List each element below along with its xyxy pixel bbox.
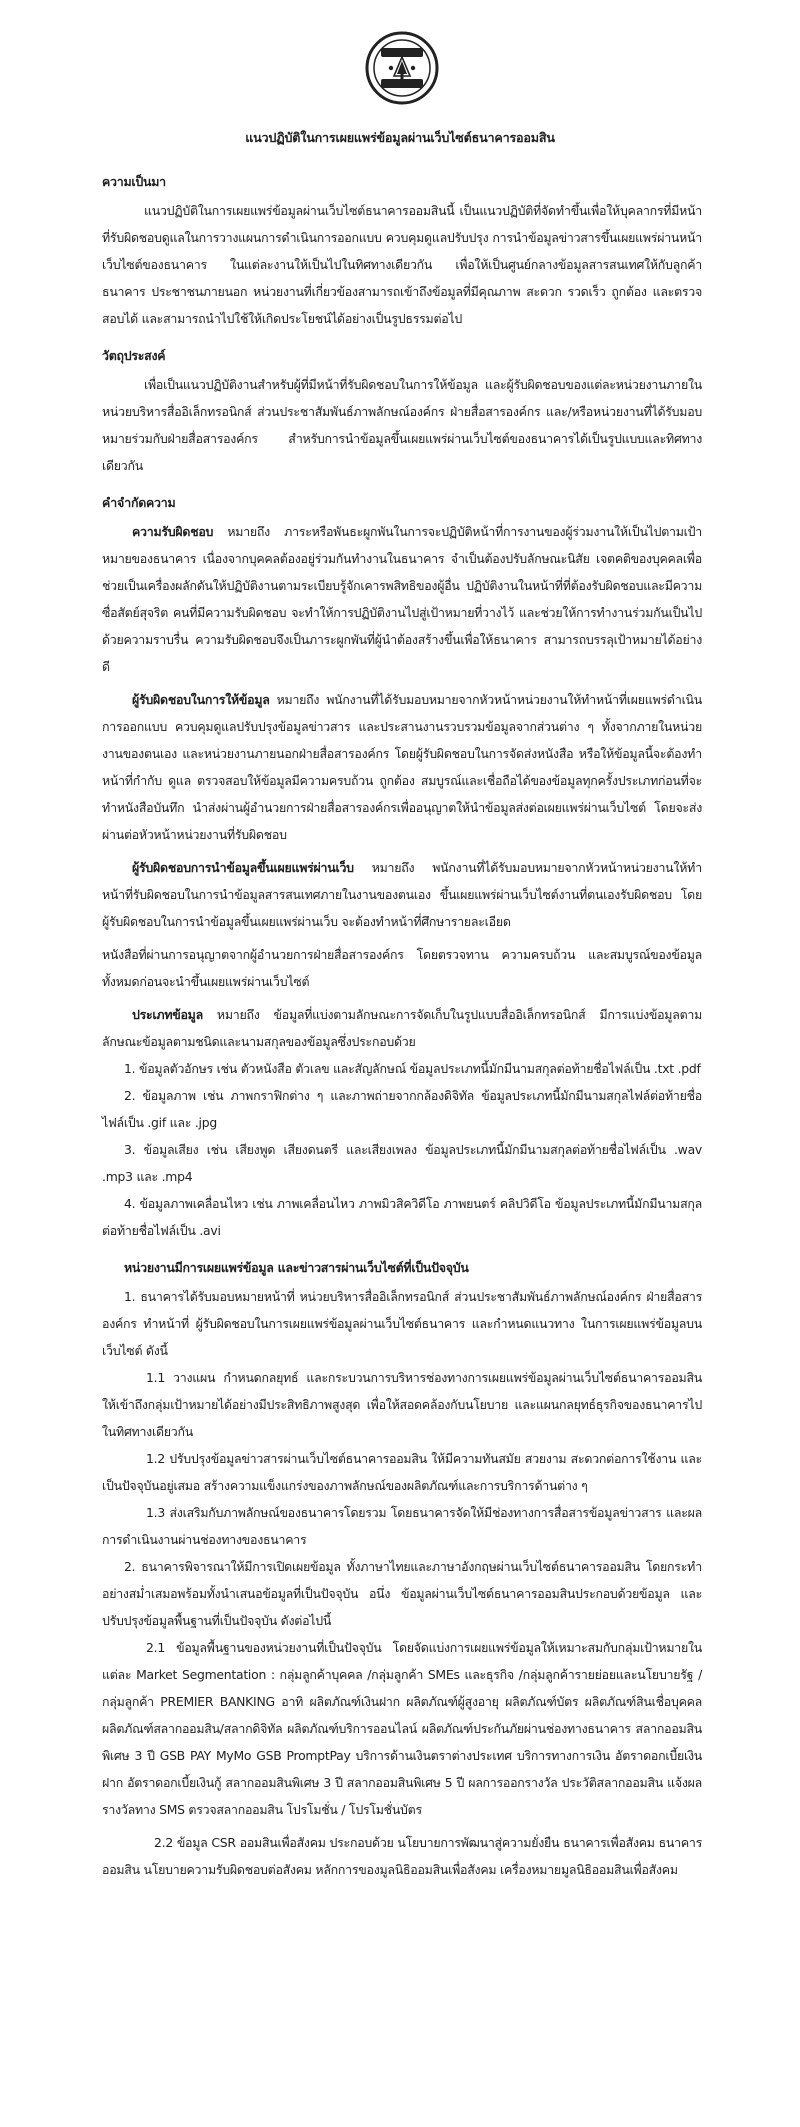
page-title: แนวปฏิบัติในการเผยแพร่ข้อมูลผ่านเว็บไซต์ธนาคารออมสิน (245, 130, 555, 145)
paragraph-item-2-2: 2.2 ข้อมูล CSR ออมสินเพื่อสังคม ประกอบด้วย นโยบายการพัฒนาสู่ความยั่งยืน ธนาคารเพื่อสังคม ธนาคารออมสิน นโยบายความรับผิดชอบต่อสังคม หลักการของมูลนิธิออมสินเพื่อสังคม เครื่องหมายมูลนิธิออมสินเพื่อสังคม (102, 1835, 702, 1877)
definition-text: หมายถึง พนักงานที่ได้รับมอบหมายจากหัวหน้าหน่วยงานให้ทำหน้าที่เผยแพร่ดำเนินการออกแบบ ควบคุมดูแลปรับปรุงข้อมูลข่าวสาร และประสานงานรวบรวมข้อมูลจากส่วนต่าง ๆ ทั้งจากภายในหน่วยงานของตนเอง และหน่วยงานภายนอกฝ่ายสื่อสารองค์กร โดยผู้รับผิดชอบในการจัดส่งหนังสือ หรือให้ข้อมูลนี้จะต้องทำหน้าที่กำกับ ดูแล ตรวจสอบให้ข้อมูลมีความครบถ้วน ถูกต้อง สมบูรณ์และเชื่อถือได้ของข้อมูลทุกครั้งประเภทก่อนที่จะทำหนังสือบันทึก นำส่งผ่านผู้อำนวยการฝ่ายสื่อสารองค์กรเพื่ออนุญาตให้นำข้อมูลส่งต่อเผยแพร่ผ่านเว็บไซต์ โดยจะส่งผ่านต่อหัวหน้าหน่วยงานที่รับผิดชอบ (102, 692, 702, 842)
definition-text: หมายถึง พนักงานที่ได้รับมอบหมายจากหัวหน้าหน่วยงานให้ทำหน้าที่รับผิดชอบในการนำข้อมูลสารสนเทศภายในงานของตนเอง ขึ้นเผยแพร่ผ่านเว็บไซต์งานที่ตนเองรับผิดชอบ โดยผู้รับผิดชอบในการนำข้อมูลขึ้นเผยแพร่ผ่านเว็บ จะต้องทำหน้าที่ศึกษารายละเอียด (102, 860, 702, 929)
paragraph-item-2-1: 2.1 ข้อมูลพื้นฐานของหน่วยงานที่เป็นปัจจุบัน โดยจัดแบ่งการเผยแพร่ข้อมูลให้เหมาะสมกับกลุ่มเป้าหมายในแต่ละ Market Segmentation : กลุ่มลูกค้าบุคคล /กลุ่มลูกค้า SMEs และธุรกิจ /กลุ่มลูกค้ารายย่อยและนโยบายรัฐ /กลุ่มลูกค้า PREMIER BANKING อาทิ ผลิตภัณฑ์เงินฝาก ผลิตภัณฑ์ผู้สูงอายุ ผลิตภัณฑ์บัตร ผลิตภัณฑ์สินเชื่อบุคคล ผลิตภัณฑ์สลากออมสิน/สลากดิจิทัล ผลิตภัณฑ์บริการออนไลน์ ผลิตภัณฑ์ประกันภัยผ่านช่องทางธนาคาร สลากออมสินพิเศษ 3 ปี GSB PAY MyMo GSB PromptPay บริการด้านเงินตราต่างประเทศ บริการทางการเงิน อัตราดอกเบี้ยเงินฝาก อัตราดอกเบี้ยเงินกู้ สลากออมสินพิเศษ 3 ปี สลากออมสินพิเศษ 5 ปี ผลการออกรางวัล ประวัติสลากออมสิน แจ้งผลรางวัลทาง SMS ตรวจสลากออมสิน โปรโมชั่น / โปรโมชั่นบัตร (102, 1640, 702, 1817)
paragraph-item-2: 2. ธนาคารพิจารณาให้มีการเปิดเผยข้อมูล ทั้งภาษาไทยและภาษาอังกฤษผ่านเว็บไซต์ธนาคารออมสิน โดยกระทำอย่างสม่ำเสมอพร้อมทั้งนำเสนอข้อมูลที่เป็นปัจจุบัน อนึ่ง ข้อมูลผ่านเว็บไซต์ธนาคารออมสินประกอบด้วยข้อมูล และปรับปรุงข้อมูลพื้นฐานที่เป็นปัจจุบัน ดังต่อไปนี้ (102, 1559, 702, 1628)
list-item: 3. ข้อมูลเสียง เช่น เสียงพูด เสียงดนตรี และเสียงเพลง ข้อมูลประเภทนี้มักมีนามสกุลต่อท้ายชื่อไฟล์เป็น .wav .mp3 และ .mp4 (102, 1142, 702, 1184)
document-body (102, 160, 702, 1883)
definition-responsibility (102, 518, 702, 680)
definition-web-publisher (102, 854, 702, 935)
paragraph-item-1: 1. ธนาคารได้รับมอบหมายหน้าที่ หน่วยบริหารสื่ออิเล็กทรอนิกส์ ส่วนประชาสัมพันธ์ภาพลักษณ์องค์กร ฝ่ายสื่อสารองค์กร ทำหน้าที่ ผู้รับผิดชอบในการเผยแพร่ข้อมูลผ่านเว็บไซต์ธนาคาร และกำหนดแนวทาง ในการเผยแพร่ข้อมูลบนเว็บไซต์ ดังนี้ (102, 1289, 702, 1358)
section-heading-current-info: หน่วยงานมีการเผยแพร่ข้อมูล และข่าวสารผ่านเว็บไซต์ที่เป็นปัจจุบัน (124, 1260, 469, 1275)
definition-text: หมายถึง ข้อมูลที่แบ่งตามลักษณะการจัดเก็บในรูปแบบสื่ออิเล็กทรอนิกส์ มีการแบ่งข้อมูลตามลักษณะข้อมูลตามชนิดและนามสกุลของข้อมูลซึ่งประกอบด้วย (102, 1007, 702, 1049)
list-item: 1. ข้อมูลตัวอักษร เช่น ตัวหนังสือ ตัวเลข และสัญลักษณ์ ข้อมูลประเภทนี้มักมีนามสกุลต่อท้ายชื่อไฟล์เป็น .txt .pdf (124, 1061, 701, 1076)
section-heading-objective: วัตถุประสงค์ (102, 348, 166, 363)
paragraph-background: แนวปฏิบัติในการเผยแพร่ข้อมูลผ่านเว็บไซต์ธนาคารออมสินนี้ เป็นแนวปฏิบัติที่จัดทำขึ้นเพื่อให้บุคลากรที่มีหน้าที่รับผิดชอบดูแลในการวางแผนการดำเนินการออกแบบ ควบคุมดูแลปรับปรุง การนำข้อมูลข่าวสารขึ้นเผยแพร่ผ่านหน้าเว็บไซต์ของธนาคาร ในแต่ละงานให้เป็นไปในทิศทางเดียวกัน เพื่อให้เป็นศูนย์กลางข้อมูลสารสนเทศให้กับลูกค้าธนาคาร ประชาชนภายนอก หน่วยงานที่เกี่ยวข้องสามารถเข้าถึงข้อมูลที่มีคุณภาพ สะดวก รวดเร็ว ถูกต้อง และตรวจสอบได้ และสามารถนำไปใช้ให้เกิดประโยชน์ได้อย่างเป็นรูปธรรมต่อไป (102, 203, 702, 326)
paragraph-item-1-1: 1.1 วางแผน กำหนดกลยุทธ์ และกระบวนการบริหารช่องทางการเผยแพร่ข้อมูลผ่านเว็บไซต์ธนาคารออมสิน ให้เข้าถึงกลุ่มเป้าหมายได้อย่างมีประสิทธิภาพสูงสุด เพื่อให้สอดคล้องกับนโยบาย และแผนกลยุทธ์ธุรกิจของธนาคารไปในทิศทางเดียวกัน (102, 1370, 702, 1439)
paragraph-item-1-2: 1.2 ปรับปรุงข้อมูลข่าวสารผ่านเว็บไซต์ธนาคารออมสิน ให้มีความทันสมัย สวยงาม สะดวกต่อการใช้งาน และเป็นปัจจุบันอยู่เสมอ สร้างความแข็งแกร่งของภาพลักษณ์ของผลิตภัณฑ์และการบริการด้านต่าง ๆ (102, 1451, 702, 1493)
list-item: 2. ข้อมูลภาพ เช่น ภาพกราฟิกต่าง ๆ และภาพถ่ายจากกล้องดิจิทัล ข้อมูลประเภทนี้มักมีนามสกุลไฟล์ต่อท้ายชื่อไฟล์เป็น .gif และ .jpg (102, 1088, 702, 1130)
definition-term: ความรับผิดชอบ (132, 524, 214, 539)
definition-info-provider (102, 686, 702, 848)
definition-term: ผู้รับผิดชอบการนำข้อมูลขึ้นเผยแพร่ผ่านเว็บ (132, 860, 354, 875)
gsb-seal-logo (364, 30, 440, 106)
definition-text: หมายถึง ภาระหรือพันธะผูกพันในการจะปฏิบัติหน้าที่การงานของผู้ร่วมงานให้เป็นไปตามเป้าหมายของธนาคาร เนื่องจากบุคคลต้องอยู่ร่วมกันทำงานในธนาคาร จำเป็นต้องปรับลักษณะนิสัย เจตคติของบุคคลเพื่อช่วยเป็นเครื่องผลักดันให้ปฏิบัติงานตามระเบียบรู้จักเคารพสิทธิของผู้อื่น ปฏิบัติงานในหน้าที่ที่ต้องรับผิดชอบและมีความซื่อสัตย์สุจริต คนที่มีความรับผิดชอบ จะทำให้การปฏิบัติงานไปสู่เป้าหมายที่วางไว้ และช่วยให้การทำงานร่วมกันเป็นไปด้วยความราบรื่น ความรับผิดชอบจึงเป็นภาระผูกพันที่ผู้นำต้องสร้างขึ้นเพื่อให้ธนาคาร สามารถบรรลุเป้าหมายได้อย่างดี (102, 524, 702, 674)
definition-term: ผู้รับผิดชอบในการให้ข้อมูล (132, 692, 270, 707)
definition-term: ประเภทข้อมูล (132, 1007, 203, 1022)
section-heading-background: ความเป็นมา (102, 174, 166, 189)
seal-icon (364, 30, 440, 106)
definition-data-type (102, 1001, 702, 1055)
section-heading-definitions: คำจำกัดความ (102, 495, 176, 510)
definition-web-publisher-continued: หนังสือที่ผ่านการอนุญาตจากผู้อำนวยการฝ่ายสื่อสารองค์กร โดยตรวจทาน ความครบถ้วน และสมบูรณ์ของข้อมูลทั้งหมดก่อนจะนำขึ้นเผยแพร่ผ่านเว็บไซต์ (102, 947, 702, 989)
paragraph-objective: เพื่อเป็นแนวปฏิบัติงานสำหรับผู้ที่มีหน้าที่รับผิดชอบในการให้ข้อมูล และผู้รับผิดชอบของแต่ละหน่วยงานภายในหน่วยบริหารสื่ออิเล็กทรอนิกส์ ส่วนประชาสัมพันธ์ภาพลักษณ์องค์กร ฝ่ายสื่อสารองค์กร และ/หรือหน่วยงานที่ได้รับมอบหมายร่วมกับฝ่ายสื่อสารองค์กร สำหรับการนำข้อมูลขึ้นเผยแพร่ผ่านเว็บไซต์ของธนาคารได้เป็นรูปแบบและทิศทางเดียวกัน (102, 377, 702, 473)
list-item: 4. ข้อมูลภาพเคลื่อนไหว เช่น ภาพเคลื่อนไหว ภาพมิวสิควิดีโอ ภาพยนตร์ คลิปวิดีโอ ข้อมูลประเภทนี้มักมีนามสกุลต่อท้ายชื่อไฟล์เป็น .avi (102, 1196, 702, 1238)
paragraph-item-1-3: 1.3 ส่งเสริมกับภาพลักษณ์ของธนาคารโดยรวม โดยธนาคารจัดให้มีช่องทางการสื่อสารข้อมูลข่าวสาร และผลการดำเนินงานผ่านช่องทางของธนาคาร (102, 1505, 702, 1547)
